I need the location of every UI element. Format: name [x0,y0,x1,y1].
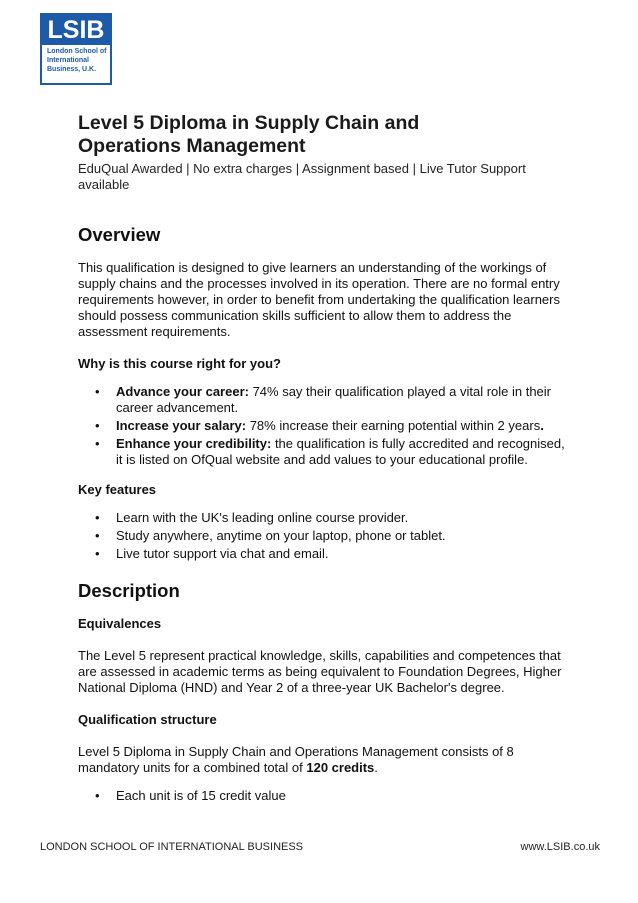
why-heading: Why is this course right for you? [78,356,281,371]
features-heading: Key features [78,482,157,497]
equivalences-paragraph: The Level 5 represent practical knowledge, skills, capabilities and competences that are assessed in academic terms as being equivalent to Foundation Degrees, Higher National Diploma (HND) and Year 2 of a three-year UK Bachelor's degree. [78,648,562,695]
page-footer [40,841,600,853]
structure-paragraph [78,744,568,776]
why-list [78,384,568,468]
structure-heading: Qualification structure [78,712,217,727]
features-list [78,510,568,562]
structure-text: Level 5 Diploma in Supply Chain and Operations Management consists of 8 mandatory units for a combined total of [78,744,514,775]
list-item-label: Advance your career: [116,384,249,399]
list-item-text: the qualification is fully accredited and recognised, it is listed on OfQual website and add values to your educational profile. [116,436,565,467]
bullet-icon: • [95,528,100,543]
footer-website: www.LSIB.co.uk [520,841,600,853]
lsib-logo [40,13,112,85]
bullet-icon: • [95,384,100,399]
structure-text-end: . [374,760,378,775]
bullet-icon: • [95,788,100,803]
document-body [78,112,568,806]
list-item [78,436,568,468]
list-item [78,546,568,562]
list-item [78,788,568,804]
list-item-label: Increase your salary: [116,418,247,433]
logo-line-1: London School of [47,48,107,55]
logo-text [42,45,110,74]
logo-line-2: International [47,57,90,64]
title-line-2: Operations Management [78,135,306,157]
structure-credits: 120 credits [306,760,375,775]
list-item-text: 74% say their qualification played a vital role in their career advancement. [116,384,552,415]
list-item-label: Enhance your credibility: [116,436,272,451]
bullet-icon: • [95,418,100,433]
list-item-text: Each unit is of 15 credit value [116,788,286,803]
logo-acronym: LSIB [42,15,110,45]
structure-list [78,788,568,804]
bullet-icon: • [95,546,100,561]
page-title [78,112,568,158]
list-item [78,510,568,526]
bullet-icon: • [95,510,100,525]
list-item [78,384,568,416]
list-item-text: 78% increase their earning potential within 2 years [246,418,541,433]
list-item-text: Study anywhere, anytime on your laptop, phone or tablet. [116,528,446,543]
list-item-text: Live tutor support via chat and email. [116,546,329,561]
list-item-tail: . [540,418,544,433]
overview-paragraph: This qualification is designed to give learners an understanding of the workings of supply chains and the processes involved in its operation. There are no formal entry requirements however, in order to benefit from undertaking the qualification learners should possess communication skills sufficient to allow them to address the assessment requirements. [78,260,560,339]
list-item [78,418,568,434]
overview-heading: Overview [78,224,161,245]
description-heading: Description [78,580,180,601]
equivalences-heading: Equivalences [78,616,162,631]
footer-organization: LONDON SCHOOL OF INTERNATIONAL BUSINESS [40,841,304,853]
page-subtitle: EduQual Awarded | No extra charges | Assignment based | Live Tutor Support available [78,161,526,192]
bullet-icon: • [95,436,100,451]
title-line-1: Level 5 Diploma in Supply Chain and [78,112,420,134]
logo-line-3: Business, U.K. [47,66,97,73]
list-item-text: Learn with the UK's leading online course provider. [116,510,409,525]
list-item [78,528,568,544]
